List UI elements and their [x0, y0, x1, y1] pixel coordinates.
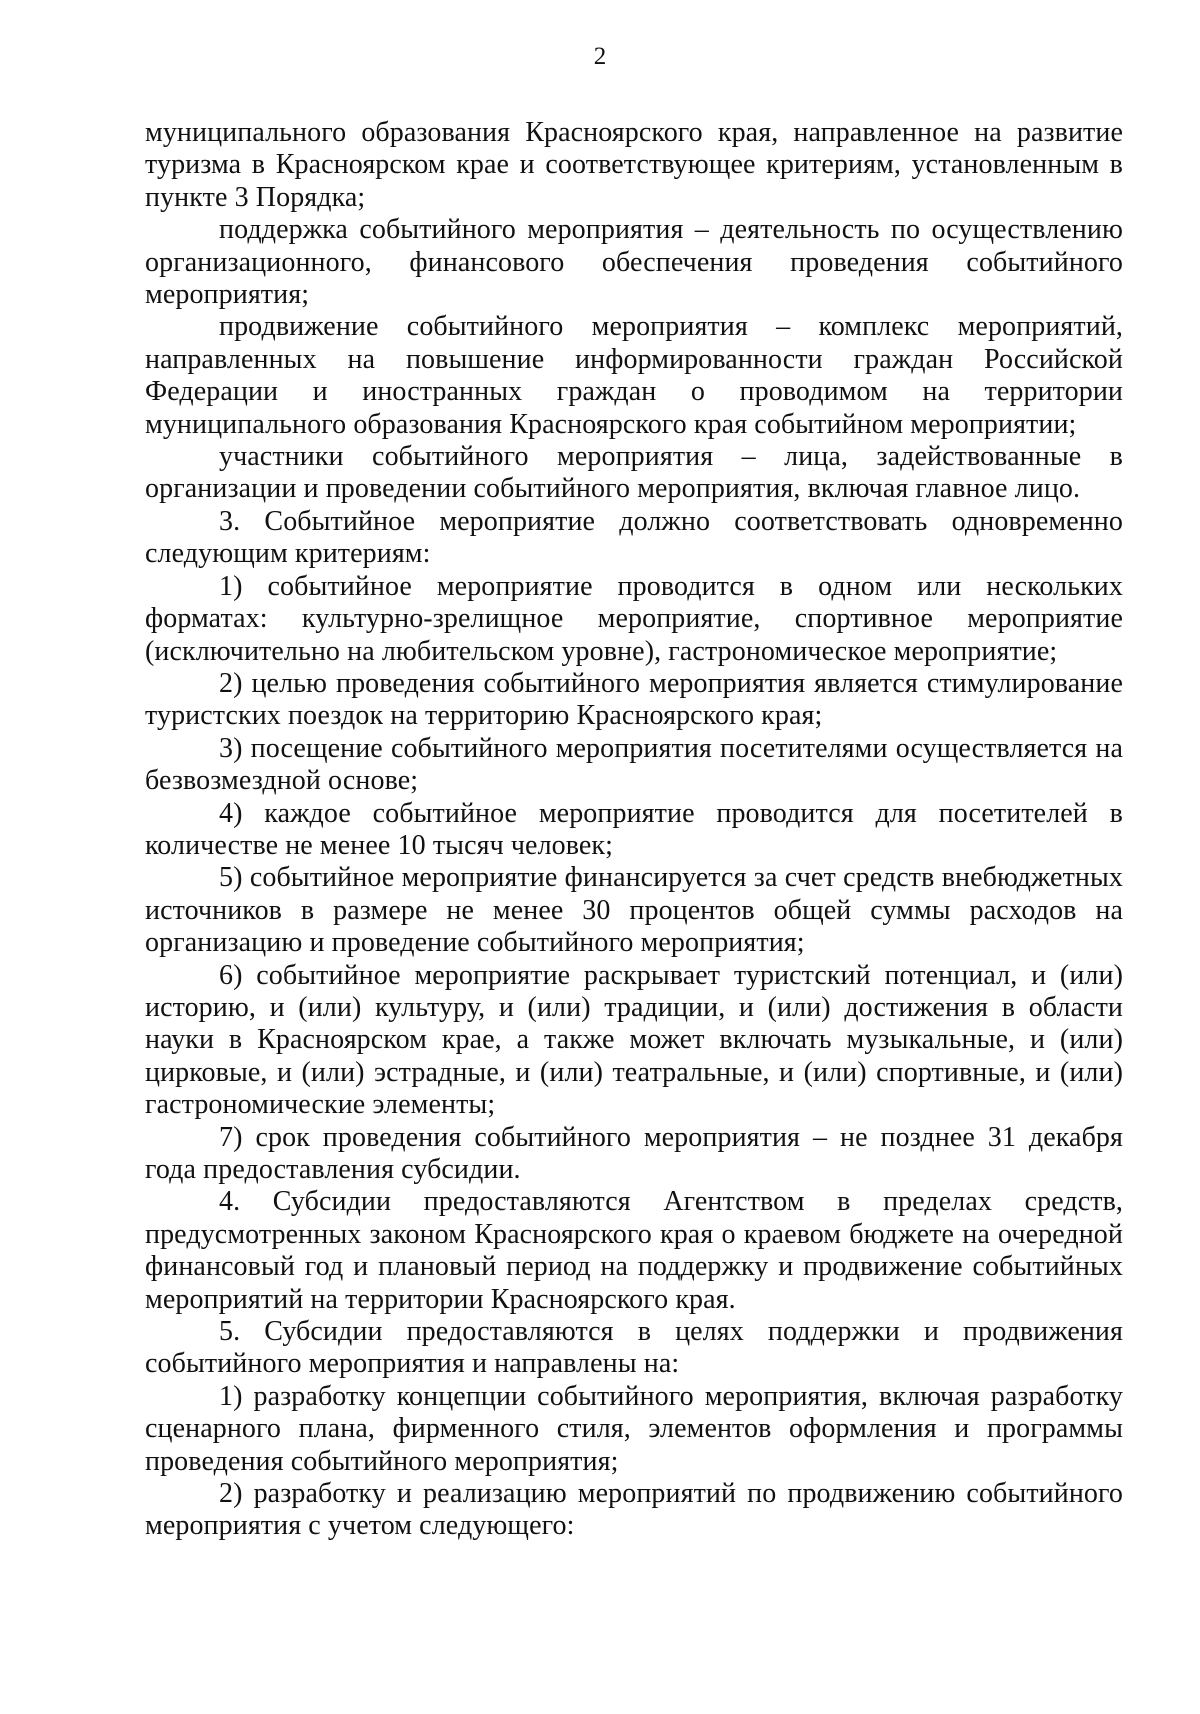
paragraph: участники событийного мероприятия – лица, задействованные в организации и проведении событийного мероприятия, включая главное лицо. — [145, 441, 1123, 505]
paragraph: 2) разработку и реализацию мероприятий по продвижению событийного мероприятия с учетом следующего: — [145, 1478, 1123, 1542]
paragraph: 3. Событийное мероприятие должно соответствовать одновременно следующим критериям: — [145, 505, 1123, 570]
paragraph: 7) срок проведения событийного мероприятия – не позднее 31 декабря года предоставления субсидии. — [145, 1121, 1123, 1185]
paragraph: 1) разработку концепции событийного мероприятия, включая разработку сценарного плана, фирменного стиля, элементов оформления и программы проведения событийного мероприятия; — [145, 1380, 1123, 1477]
paragraph: продвижение событийного мероприятия – комплекс мероприятий, направленных на повышение информированности граждан Российской Федерации и иностранных граждан о проводимом на территории муниципального образования Красноярского края событийном мероприятии; — [145, 311, 1123, 440]
paragraph: 4. Субсидии предоставляются Агентством в пределах средств, предусмотренных законом Красноярского края о краевом бюджете на очередной финансовый год и плановый период на поддержку и продвижение событийных мероприятий на территории Красноярского края. — [145, 1186, 1123, 1315]
paragraph: 3) посещение событийного мероприятия посетителями осуществляется на безвозмездной основе; — [145, 732, 1123, 797]
paragraph: поддержка событийного мероприятия – деятельность по осуществлению организационного, финансового обеспечения проведения событийного мероприятия; — [145, 214, 1123, 311]
paragraph: 1) событийное мероприятие проводится в одном или нескольких форматах: культурно-зрелищное мероприятие, спортивное мероприятие (исключительно на любительском уровне), гастрономическое мероприятие; — [145, 570, 1123, 667]
paragraph: 2) целью проведения событийного мероприятия является стимулирование туристских поездок на территорию Красноярского края; — [145, 667, 1123, 732]
paragraph: 5) событийное мероприятие финансируется за счет средств внебюджетных источников в размере не менее 30 процентов общей суммы расходов на организацию и проведение событийного мероприятия; — [145, 862, 1123, 959]
paragraph: муниципального образования Красноярского края, направленное на развитие туризма в Красноярском крае и соответствующее критериям, установленным в пункте 3 Порядка; — [145, 117, 1123, 213]
paragraph: 4) каждое событийное мероприятие проводится для посетителей в количестве не менее 10 тысяч человек; — [145, 797, 1123, 861]
paragraph: 6) событийное мероприятие раскрывает туристский потенциал, и (или) историю, и (или) культуру, и (или) традиции, и (или) достижения в области науки в Красноярском крае, а также может включать музыкальные, и (или) цирковые, и (или) эстрадные, и (или) театральные, и (или) спортивные, и (или) гастрономические элементы; — [145, 959, 1123, 1121]
page-number: 2 — [593, 43, 607, 70]
document-body — [145, 117, 1123, 1543]
paragraph: 5. Субсидии предоставляются в целях поддержки и продвижения событийного мероприятия и направлены на: — [145, 1316, 1123, 1380]
